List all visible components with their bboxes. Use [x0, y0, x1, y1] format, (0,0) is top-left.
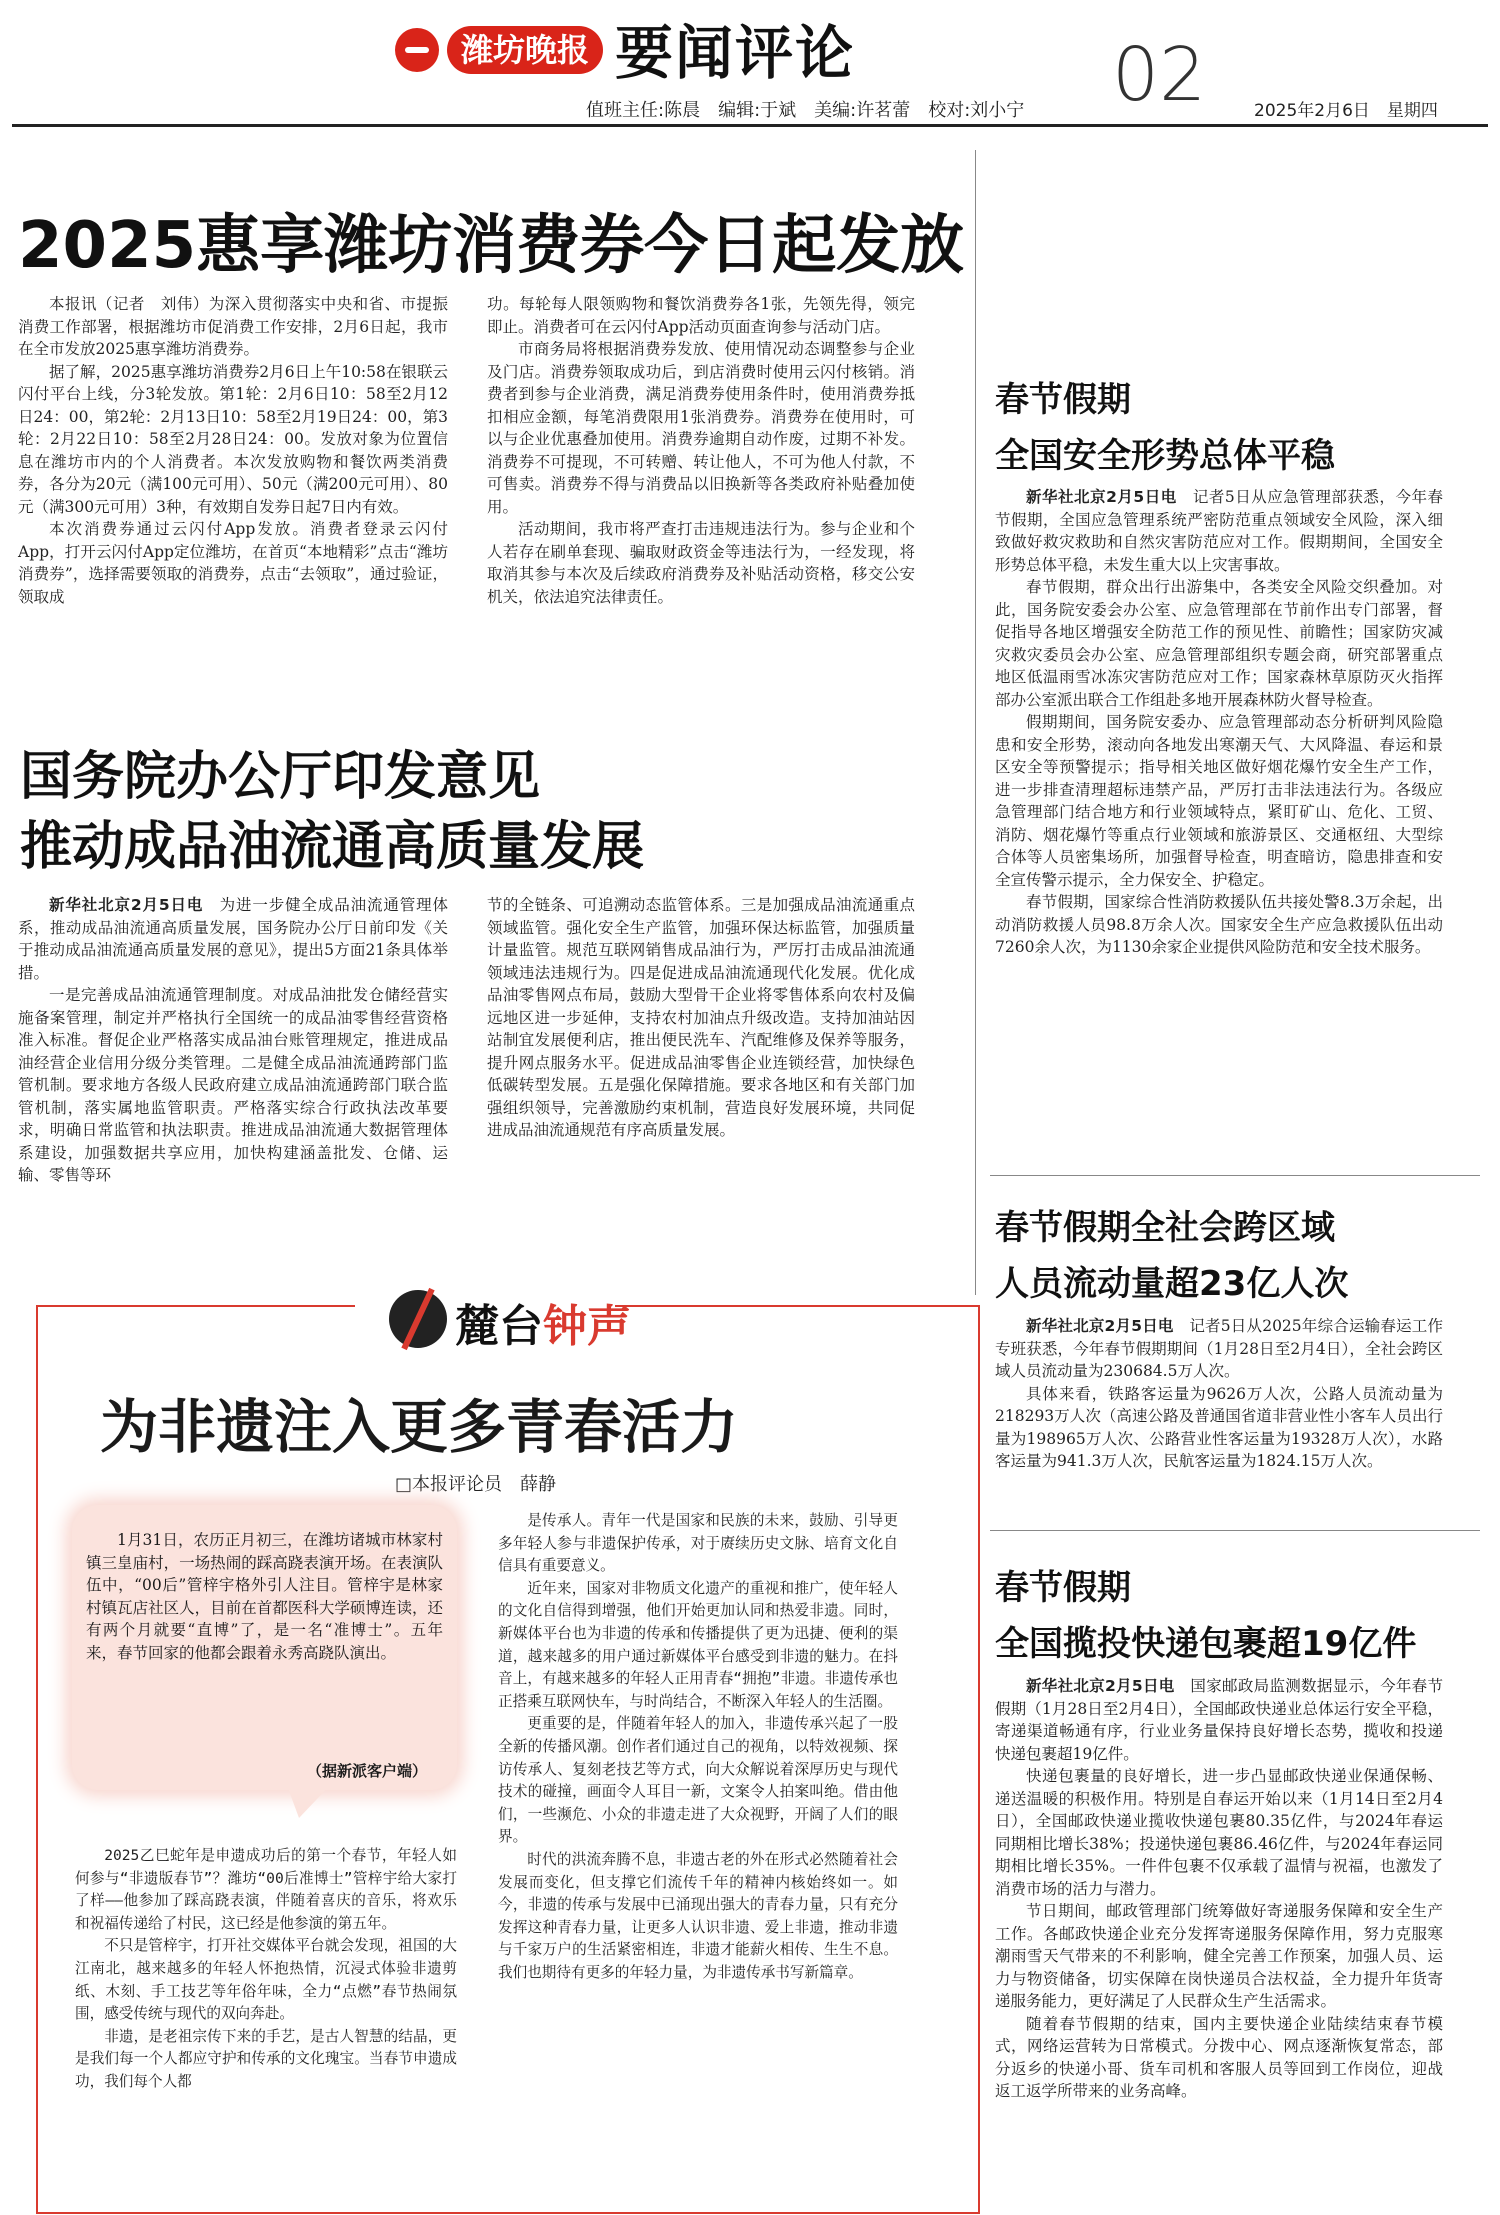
article1-para: 本次消费券通过云闪付App发放。消费者登录云闪付App，打开云闪付App定位潍坊，在首页“本地精彩”点击“潍坊消费券”，选择需要领取的消费券，点击“去领取”，通过验证，领取成 [18, 520, 448, 606]
article1-headline: 2025惠享潍坊消费券今日起发放 [18, 209, 965, 283]
side3-body [995, 1675, 1443, 2103]
article1-para: 本报讯（记者 刘伟）为深入贯彻落实中央和省、市提振消费工作部署，根据潍坊市促消费工作安排，2月6日起，我市在全市发放2025惠享潍坊消费券。 [18, 295, 448, 358]
side3-lead: 国家邮政局监测数据显示，今年春节假期（1月28日至2月4日），全国邮政快递业总体运行安全平稳，寄递渠道畅通有序，行业业务量保持良好增长态势，揽收和投递快递包裹超19亿件。 [995, 1677, 1443, 1763]
page-number: 02 [1112, 32, 1207, 118]
logo-mark-icon [395, 28, 439, 72]
side2-para [995, 1315, 1443, 1383]
side3-para: 节日期间，邮政管理部门统筹做好寄递服务保障和安全生产工作。各邮政快递企业充分发挥寄递服务保障作用，努力克服寒潮雨雪天气带来的不利影响，健全完善工作预案，加强人员、运力与物资储备，切实保障在岗快递员合法权益，全力提升年货寄递服务能力，更好满足了人民群众生产生活需求。 [995, 1902, 1443, 2010]
opinion-para: 非遗，是老祖宗传下来的手艺，是古人智慧的结晶，更是我们每一个人都应守护和传承的文化瑰宝。当春节申遗成功，我们每个人都 [75, 2027, 457, 2090]
column-badge [355, 1282, 631, 1362]
side-divider [990, 1530, 1480, 1531]
article2-headline-line2: 推动成品油流通高质量发展 [20, 817, 645, 877]
side1-headline [995, 372, 1335, 484]
side1-body [995, 486, 1443, 959]
quote-para: 1月31日，农历正月初三，在潍坊诸城市林家村镇三皇庙村，一场热闹的踩高跷表演开场。在表演队伍中，“00后”管梓宇格外引人注目。管梓宇是林家村镇瓦店社区人，目前在首都医科大学硕博连读，还有两个月就要“直博”了，是一名“准博士”。五年来，春节回家的他都会跟着永秀高跷队演出。 [86, 1531, 443, 1662]
article2-para: 节的全链条、可追溯动态监管体系。三是加强成品油流通重点领域监管。强化安全生产监管，加强环保达标监管，加强质量计量监管。规范互联网销售成品油行为，严厉打击成品油流通领域违法违规行为。四是促进成品油流通现代化发展。优化成品油零售网点布局，鼓励大型骨干企业将零售体系向农村及偏远地区进一步延伸，支持农村加油点升级改造。支持加油站因站制宜发展便利店，推出便民洗车、汽配维修及保养等服务，提升网点服务水平。促进成品油零售企业连锁经营，加快绿色低碳转型发展。五是强化保障措施。要求各地区和有关部门加强组织领导，完善激励约束机制，营造良好发展环境，共同促进成品油流通规范有序高质量发展。 [487, 896, 915, 1139]
quote-source: （据新派客户端） [306, 1762, 427, 1780]
side3-para [995, 1675, 1443, 1765]
article2-col2 [487, 894, 915, 1142]
article1-para: 市商务局将根据消费券发放、使用情况动态调整参与企业及门店。消费券领取成功后，到店消费时使用云闪付核销。消费者到参与企业消费，满足消费券使用条件时，使用消费券抵扣相应金额，每笔消费限用1张消费券。消费券在使用时，可以与企业优惠叠加使用。消费券逾期自动作废，过期不补发。消费券不可提现，不可转赠、转让他人，不可为他人付款，不可售卖。消费券不得与消费品以旧换新等各类政府补贴叠加使用。 [487, 340, 915, 516]
article2-headline [20, 742, 644, 882]
article2-col1 [18, 894, 448, 1187]
brush-icon [389, 1290, 447, 1348]
opinion-byline: □本报评论员 薛静 [395, 1474, 557, 1495]
side2-headline-line1: 春节假期全社会跨区域 [995, 1208, 1335, 1248]
side3-headline [995, 1560, 1416, 1672]
column-name-red: 钟声 [543, 1301, 631, 1352]
side3-dateline: 新华社北京2月5日电 [1026, 1677, 1175, 1695]
opinion-para: 更重要的是，伴随着年轻人的加入，非遗传承兴起了一股全新的传播风潮。创作者们通过自己的视角，以特效视频、探访传承人、复刻老技艺等方式，向大众解说着深厚历史与现代技术的碰撞，画面令人耳目一新，文案令人拍案叫绝。借由他们，一些濒危、小众的非遗走进了大众视野，开阔了人们的眼界。 [498, 1715, 898, 1846]
article1-col1 [18, 293, 448, 608]
article1-para: 据了解，2025惠享潍坊消费券2月6日上午10:58在银联云闪付平台上线，分3轮发放。第1轮：2月6日10：58至2月12日24：00，第2轮：2月13日10：58至2月19日24：00，第3轮：2月22日10：58至2月28日24：00。发放对象为位置信息在潍坊市内的个人消费者。本次发放购物和餐饮两类消费券，各分为20元（满100元可用）、50元（满200元可用）、80元（满300元可用）3种，有效期自发券日起7日内有效。 [18, 362, 448, 516]
quote-bubble-tail [285, 1780, 335, 1818]
column-divider [975, 150, 976, 1295]
side1-para: 春节假期，群众出行出游集中，各类安全风险交织叠加。对此，国务院安委会办公室、应急管理部在节前作出专门部署，督促指导各地区增强安全防范工作的预见性、前瞻性；国家防灾减灾救灾委员会办公室、应急管理部组织专题会商，研究部署重点地区低温雨雪冰冻灾害防范应对工作；国家森林草原防灭火指挥部办公室派出联合工作组赴多地开展森林防火督导检查。 [995, 578, 1443, 709]
article1-col2 [487, 293, 915, 608]
side1-dateline: 新华社北京2月5日电 [1026, 488, 1177, 506]
opinion-para: 近年来，国家对非物质文化遗产的重视和推广，使年轻人的文化自信得到增强，他们开始更加认同和热爱非遗。同时，新媒体平台也为非遗的传承和传播提供了更为迅捷、便利的渠道，越来越多的用户通过新媒体平台感受到非遗的魅力。在抖音上，有越来越多的年轻人正用青春“拥抱”非遗。非遗传承也正搭乘互联网快车，与时尚结合，不断深入年轻人的生活圈。 [498, 1579, 898, 1710]
quote-text [86, 1529, 443, 1664]
opinion-para: 时代的洪流奔腾不息，非遗古老的外在形式必然随着社会发展而变化，但支撑它们流传千年的精神内核始终如一。如今，非遗的传承与发展中已涌现出强大的青春力量，只有充分发挥这种青春力量，让更多人认识非遗、爱上非遗，推动非遗与千家万户的生活紧密相连，非遗才能薪火相传、生生不息。我们也期待有更多的年轻力量，为非遗传承书写新篇章。 [498, 1850, 898, 1981]
opinion-headline: 为非遗注入更多青春活力 [100, 1393, 739, 1461]
side1-para: 春节假期，国家综合性消防救援队伍共接处警8.3万余起，出动消防救援人员98.8万余人次。国家安全生产应急救援队伍出动7260余人次，为1130余家企业提供风险防范和安全技术服务。 [995, 893, 1443, 956]
opinion-para: 2025乙巳蛇年是申遗成功后的第一个春节，年轻人如何参与“非遗版春节”？潍坊“00后准博士”管梓宇给大家打了样——他参加了踩高跷表演，伴随着喜庆的音乐，将欢乐和祝福传递给了村民，这已经是他参演的第五年。 [75, 1847, 457, 1932]
article1-para: 功。每轮每人限领购物和餐饮消费券各1张，先领先得，领完即止。消费者可在云闪付App活动页面查询参与活动门店。 [487, 295, 915, 336]
side2-body [995, 1315, 1443, 1473]
side1-headline-line2: 全国安全形势总体平稳 [995, 436, 1335, 476]
opinion-para: 不只是管梓宇，打开社交媒体平台就会发现，祖国的大江南北，越来越多的年轻人怀抱热情，沉浸式体验非遗剪纸、木刻、手工技艺等年俗年味，全力“点燃”春节热闹氛围，感受传统与现代的双向奔赴。 [75, 1937, 457, 2023]
column-name-black: 麓台 [455, 1301, 543, 1352]
column-name [455, 1290, 631, 1354]
newspaper-logo [395, 18, 615, 80]
side1-headline-line1: 春节假期 [995, 380, 1131, 420]
side3-para: 随着春节假期的结束，国内主要快递企业陆续结束春节模式，网络运营转为日常模式。分拨中心、网点逐渐恢复常态，部分返乡的快递小哥、货车司机和客服人员等回到工作岗位，迎战返工返学所带来的业务高峰。 [995, 2014, 1443, 2100]
side3-headline-line1: 春节假期 [995, 1568, 1131, 1608]
section-name: 要闻评论 [615, 19, 856, 87]
side3-para: 快递包裹量的良好增长，进一步凸显邮政快递业保通保畅、递送温暖的积极作用。特别是自春运开始以来（1月14日至2月4日），全国邮政快递业揽收快递包裹80.35亿件，与2024年春运同期相比增长38%；投递快递包裹86.46亿件，与2024年春运同期相比增长35%。一件件包裹不仅承载了温情与祝福，也激发了消费市场的活力与潜力。 [995, 1767, 1443, 1898]
staff-credits: 值班主任:陈晨 编辑:于斌 美编:许茗蕾 校对:刘小宁 [586, 100, 1025, 121]
opinion-para: 是传承人。青年一代是国家和民族的未来，鼓励、引导更多年轻人参与非遗保护传承，对于赓续历史文脉、培育文化自信具有重要意义。 [498, 1512, 898, 1575]
article2-lead: 为进一步健全成品油流通管理体系，推动成品油流通高质量发展，国务院办公厅日前印发《关于推动成品油流通高质量发展的意见》，提出5方面21条具体举措。 [18, 896, 448, 982]
side1-para [995, 486, 1443, 576]
side3-headline-line2: 全国揽投快递包裹超19亿件 [995, 1624, 1417, 1664]
article1-para: 活动期间，我市将严查打击违规违法行为。参与企业和个人若存在刷单套现、骗取财政资金等违法行为，一经发现，将取消其参与本次及后续政府消费券及补贴活动资格，移交公安机关，依法追究法律责任。 [487, 520, 915, 606]
side2-headline-line2: 人员流动量超23亿人次 [995, 1264, 1349, 1304]
logo-text: 潍坊晚报 [447, 26, 603, 74]
side1-lead: 记者5日从应急管理部获悉，今年春节假期，全国应急管理系统严密防范重点领域安全风险，深入细致做好救灾救助和自然灾害防范应对工作。假期期间，全国安全形势总体平稳，未发生重大以上灾害事故。 [995, 488, 1443, 574]
header-rule [12, 124, 1488, 127]
opinion-col1 [75, 1845, 457, 2094]
side1-para: 假期期间，国务院安委办、应急管理部动态分析研判风险隐患和安全形势，滚动向各地发出寒潮天气、大风降温、春运和景区安全等预警提示；指导相关地区做好烟花爆竹安全生产工作，进一步排查清理超标违禁产品，严厉打击非法违法行为。各级应急管理部门结合地方和行业领域特点，紧盯矿山、危化、工贸、消防、烟花爆竹等重点行业领域和旅游景区、交通枢纽、大型综合体等人员密集场所，加强督导检查，明查暗访，隐患排查和安全宣传警示提示，全力保安全、护稳定。 [995, 713, 1443, 889]
article2-dateline: 新华社北京2月5日电 [49, 896, 204, 914]
side2-para: 具体来看，铁路客运量为9626万人次，公路人员流动量为218293万人次（高速公路及普通国省道非营业性小客车人员出行量为198965万人次、公路营业性客运量为19328万人次），水路客运量为941.3万人次，民航客运量为1824.15万人次。 [995, 1384, 1443, 1470]
side2-dateline: 新华社北京2月5日电 [1026, 1317, 1174, 1335]
issue-date: 2025年2月6日 星期四 [1254, 101, 1438, 121]
quote-bubble [72, 1505, 457, 1790]
side2-headline [995, 1200, 1348, 1312]
side2-lead: 记者5日从2025年综合运输春运工作专班获悉，今年春节假期期间（1月28日至2月4日），全社会跨区域人员流动量为230684.5万人次。 [995, 1317, 1443, 1380]
article2-headline-line1: 国务院办公厅印发意见 [20, 747, 541, 807]
side-divider [990, 1175, 1480, 1176]
opinion-col2 [498, 1510, 898, 1984]
article2-para [18, 894, 448, 984]
article2-para: 一是完善成品油流通管理制度。对成品油批发仓储经营实施备案管理，制定并严格执行全国统一的成品油零售经营资格准入标准。督促企业严格落实成品油台账管理规定，推进成品油经营企业信用分级分类管理。二是健全成品油流通跨部门监管机制。要求地方各级人民政府建立成品油流通跨部门联合监管机制，落实属地监管职责。严格落实综合行政执法改革要求，明确日常监管和执法职责。推进成品油流通大数据管理体系建设，加强数据共享应用，加快构建涵盖批发、仓储、运输、零售等环 [18, 986, 448, 1184]
